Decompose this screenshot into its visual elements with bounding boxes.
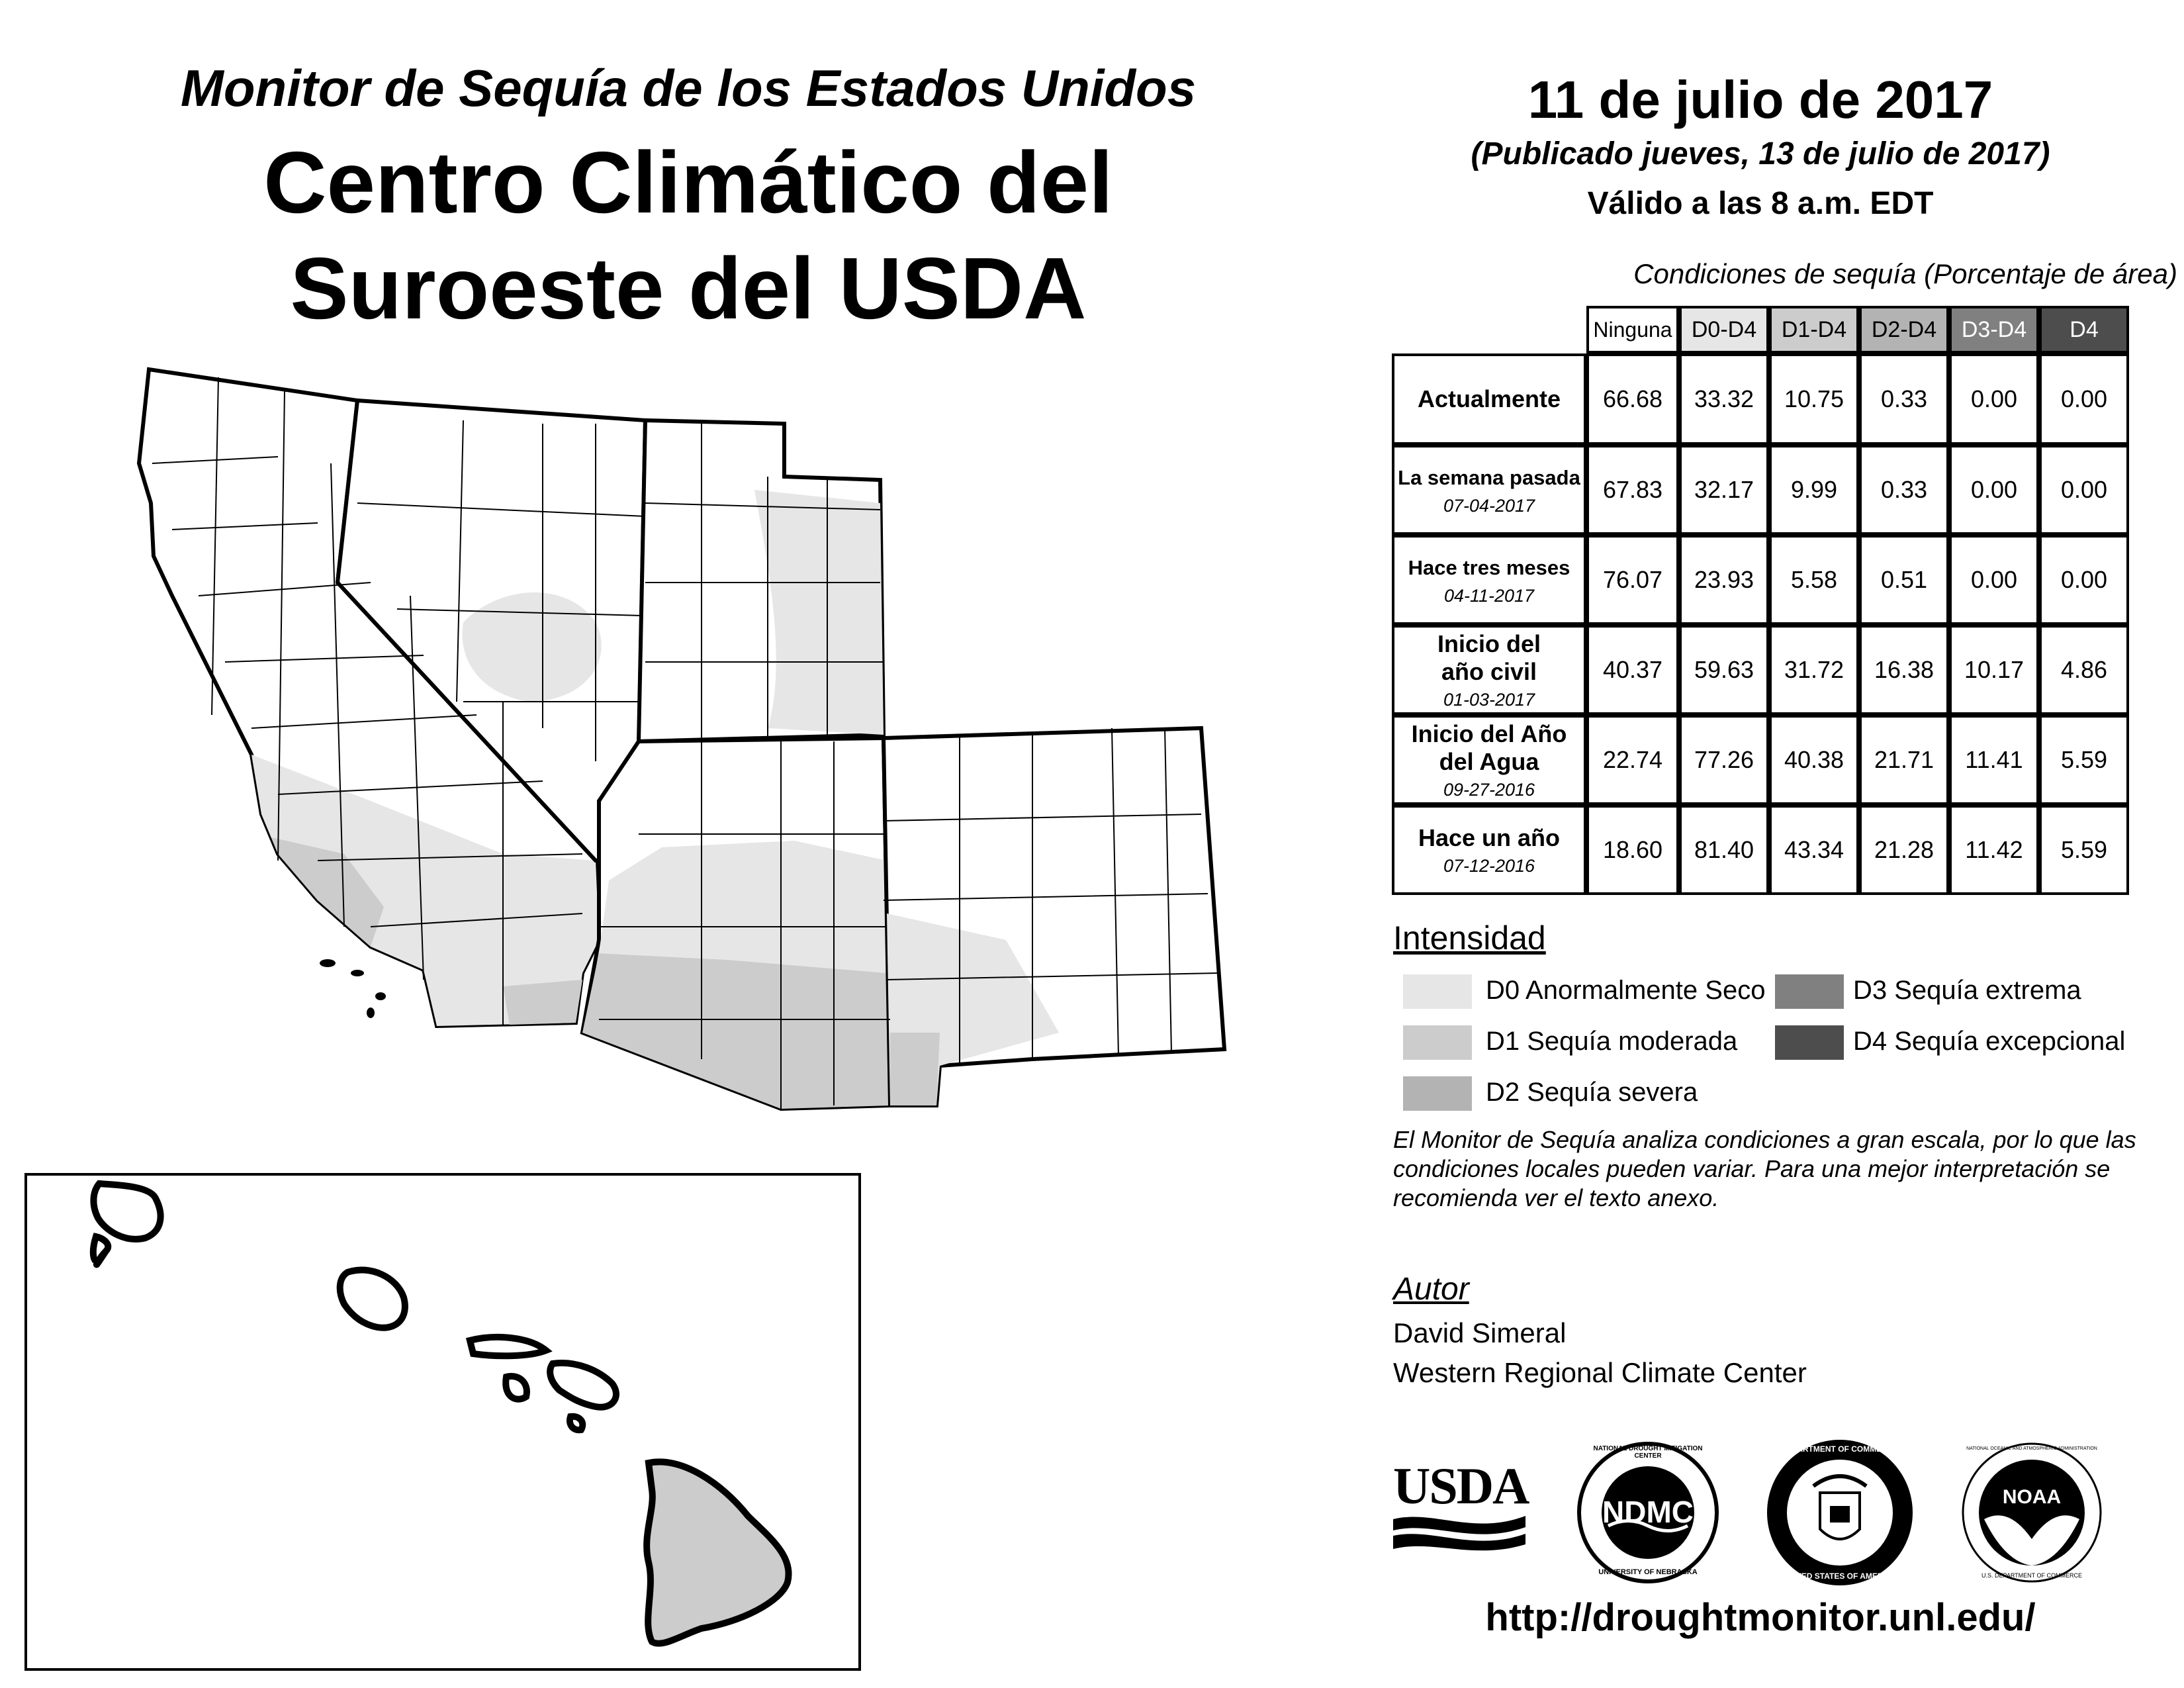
ndmc-ring-top: NATIONAL DROUGHT MITIGATION CENTER — [1593, 1445, 1703, 1460]
table-cell: 0.33 — [1859, 353, 1949, 445]
doc-ring-bottom: UNITED STATES OF AMERICA — [1782, 1571, 1897, 1581]
arizona-d0-area — [599, 841, 887, 973]
table-cell: 67.83 — [1586, 445, 1679, 535]
legend-swatch-d3 — [1775, 974, 1844, 1009]
southwest-drought-map — [119, 357, 1244, 1125]
ndmc-logo — [1575, 1440, 1721, 1585]
table-cell: 0.00 — [1949, 445, 2039, 535]
table-cell: 21.71 — [1859, 715, 1949, 805]
table-cell: 10.75 — [1769, 353, 1859, 445]
table-cell: 5.58 — [1769, 535, 1859, 625]
ndmc-logo-text: NDMC — [1602, 1495, 1694, 1529]
noaa-logo-text: NOAA — [2002, 1486, 2062, 1508]
column-header-d2-d4: D2-D4 — [1859, 306, 1949, 353]
legend-swatch-d4 — [1775, 1025, 1844, 1060]
table-cell: 77.26 — [1679, 715, 1769, 805]
channel-islands — [320, 959, 386, 1018]
row-label-date: 07-12-2016 — [1443, 855, 1535, 876]
big-island-outline — [647, 1462, 788, 1643]
map-title: Monitor de Sequía de los Estados Unidos — [180, 59, 1197, 117]
kahoolawe-outline — [570, 1417, 582, 1430]
doc-ring-top: DEPARTMENT OF COMMERCE — [1781, 1444, 1899, 1454]
table-cell: 4.86 — [2039, 625, 2129, 715]
table-cell: 40.38 — [1769, 715, 1859, 805]
row-label-text: La semana pasada — [1398, 465, 1580, 489]
row-label-three-months — [1392, 535, 1586, 625]
table-cell: 0.00 — [2039, 445, 2129, 535]
legend-heading: Intensidad — [1393, 919, 1546, 957]
row-label-date: 01-03-2017 — [1443, 689, 1535, 710]
niihau-outline — [93, 1237, 108, 1264]
noaa-ring-bottom: U.S. DEPARTMENT OF COMMERCE — [1981, 1572, 2082, 1579]
legend-swatch-d0 — [1403, 974, 1472, 1009]
valid-time: Válido a las 8 a.m. EDT — [1587, 186, 1934, 221]
table-cell: 81.40 — [1679, 805, 1769, 895]
table-cell: 31.72 — [1769, 625, 1859, 715]
map-date: 11 de julio de 2017 — [1527, 70, 1993, 129]
row-label-date: 07-04-2017 — [1443, 495, 1535, 516]
disclaimer-note: El Monitor de Sequía analiza condiciones a gran escala, por lo que las condiciones locales pueden variar. Para una mejor interpretación se recomienda ver el texto anexo. — [1393, 1126, 2136, 1211]
region-title-line2: Suroeste del USDA — [290, 240, 1087, 337]
table-cell: 22.74 — [1586, 715, 1679, 805]
legend-swatch-d2 — [1403, 1076, 1472, 1111]
maui-outline — [550, 1363, 616, 1407]
table-cell: 5.59 — [2039, 805, 2129, 895]
column-header-d0-d4: D0-D4 — [1679, 306, 1769, 353]
legend-label-d2: D2 Sequía severa — [1486, 1078, 1698, 1107]
author-heading: Autor — [1393, 1272, 1469, 1307]
table-caption: Condiciones de sequía (Porcentaje de área) — [1633, 258, 2177, 289]
noaa-ring-top: NATIONAL OCEANIC AND ATMOSPHERIC ADMINISTRATION — [1966, 1446, 2097, 1451]
ndmc-ring-bottom: UNIVERSITY OF NEBRASKA — [1598, 1568, 1698, 1576]
table-cell: 11.41 — [1949, 715, 2039, 805]
table-cell: 0.33 — [1859, 445, 1949, 535]
row-label-text: Hace tres meses — [1408, 555, 1570, 579]
row-label-date: 09-27-2016 — [1443, 779, 1535, 800]
table-cell: 16.38 — [1859, 625, 1949, 715]
column-header-d4: D4 — [2039, 306, 2129, 353]
oahu-outline — [340, 1270, 405, 1327]
row-label-text: Inicio del año civil — [1437, 630, 1541, 685]
author-name: David Simeral — [1393, 1317, 1567, 1348]
legend-label-d3: D3 Sequía extrema — [1853, 976, 2081, 1005]
table-cell: 32.17 — [1679, 445, 1769, 535]
drought-monitor-url[interactable]: http://droughtmonitor.unl.edu/ — [1485, 1596, 2036, 1639]
table-cell: 66.68 — [1586, 353, 1679, 445]
legend-swatch-d1 — [1403, 1025, 1472, 1060]
table-cell: 40.37 — [1586, 625, 1679, 715]
legend-label-d4: D4 Sequía excepcional — [1853, 1027, 2126, 1056]
table-cell: 59.63 — [1679, 625, 1769, 715]
kauai-outline — [93, 1184, 160, 1239]
arizona-d1-area — [582, 953, 890, 1109]
row-label-text: Actualmente — [1417, 385, 1561, 412]
hawaii-inset-map — [27, 1176, 858, 1668]
author-organization: Western Regional Climate Center — [1393, 1357, 1807, 1388]
table-cell: 76.07 — [1586, 535, 1679, 625]
row-label-text: Inicio del Año del Agua — [1411, 720, 1567, 775]
row-label-calendar-year — [1392, 625, 1586, 715]
new-mexico-d1-area — [890, 1033, 940, 1105]
table-cell: 0.00 — [1949, 535, 2039, 625]
noaa-logo — [1959, 1440, 2105, 1585]
table-cell: 18.60 — [1586, 805, 1679, 895]
column-header-d1-d4: D1-D4 — [1769, 306, 1859, 353]
table-cell: 0.00 — [2039, 535, 2129, 625]
table-cell: 11.42 — [1949, 805, 2039, 895]
table-cell: 5.59 — [2039, 715, 2129, 805]
row-label-text: Hace un año — [1418, 823, 1561, 851]
molokai-outline — [470, 1337, 546, 1356]
column-header-d3-d4: D3-D4 — [1949, 306, 2039, 353]
table-cell: 43.34 — [1769, 805, 1859, 895]
usda-logo-text: USDA — [1393, 1457, 1529, 1515]
table-cell: 23.93 — [1679, 535, 1769, 625]
usda-logo — [1393, 1457, 1529, 1552]
table-cell: 0.00 — [1949, 353, 2039, 445]
table-cell: 33.32 — [1679, 353, 1769, 445]
table-cell: 21.28 — [1859, 805, 1949, 895]
region-title-line1: Centro Climático del — [263, 134, 1113, 231]
table-cell: 10.17 — [1949, 625, 2039, 715]
table-cell: 9.99 — [1769, 445, 1859, 535]
row-label-one-year — [1392, 805, 1586, 895]
row-label-last-week — [1392, 445, 1586, 535]
row-label-date: 04-11-2017 — [1443, 585, 1535, 606]
table-cell: 0.51 — [1859, 535, 1949, 625]
lanai-outline — [506, 1376, 527, 1399]
row-label-current — [1392, 353, 1586, 445]
usda-logo-stripes — [1393, 1513, 1525, 1552]
column-header-none: Ninguna — [1586, 306, 1679, 353]
legend-label-d1: D1 Sequía moderada — [1486, 1027, 1738, 1056]
legend-label-d0: D0 Anormalmente Seco — [1486, 976, 1766, 1005]
row-label-water-year — [1392, 715, 1586, 805]
table-cell: 0.00 — [2039, 353, 2129, 445]
release-date: (Publicado jueves, 13 de julio de 2017) — [1471, 136, 2050, 171]
department-of-commerce-seal — [1764, 1436, 1916, 1589]
